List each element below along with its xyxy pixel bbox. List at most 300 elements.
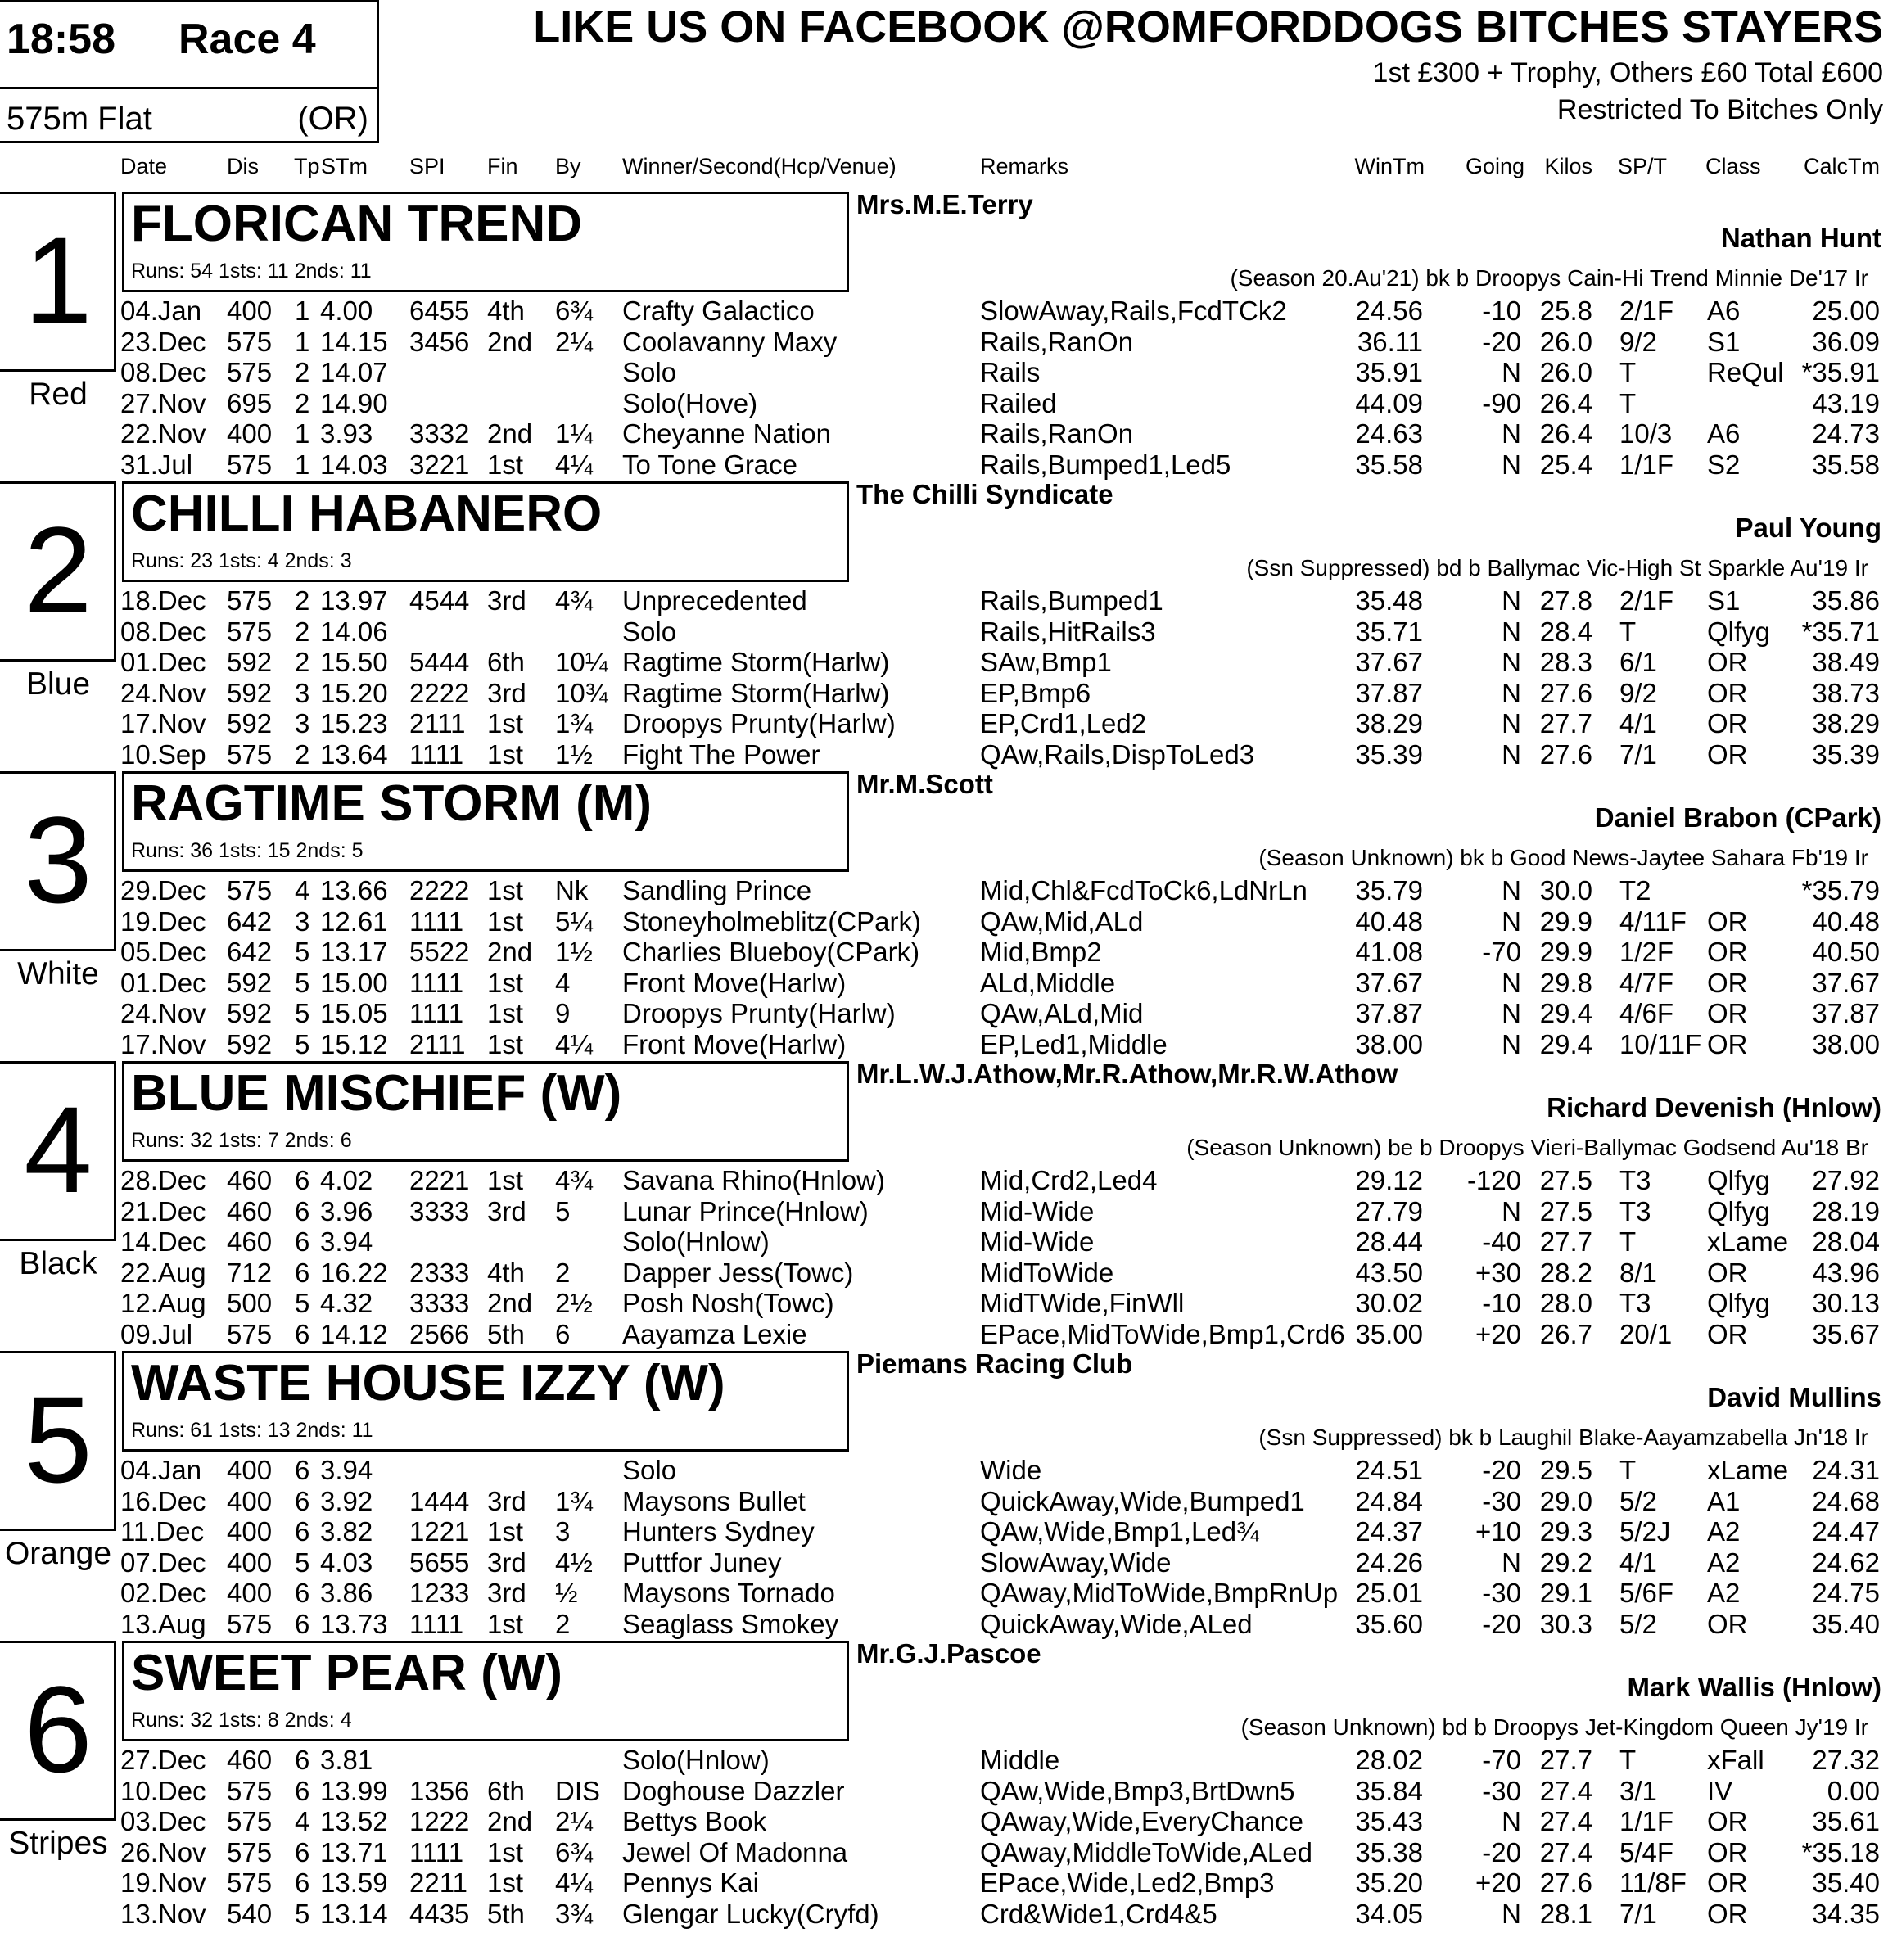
form-cell-kilos: 26.4 [1539, 418, 1592, 449]
form-cell-fin: 6th [487, 1775, 525, 1806]
form-cell-stm: 3.81 [320, 1745, 373, 1775]
form-cell-sp-t: 8/1 [1619, 1257, 1657, 1288]
form-cell-kilos: 27.7 [1539, 708, 1592, 738]
form-cell-wintm: 38.29 [1355, 708, 1423, 738]
form-cell-dis: 400 [227, 296, 273, 326]
dog-name: FLORICAN TREND [131, 196, 583, 252]
form-cell-calctm: 35.40 [1812, 1867, 1880, 1898]
form-cell-by: 2½ [555, 1288, 593, 1318]
dog-name: SWEET PEAR (W) [131, 1645, 562, 1701]
form-cell-spi: 2566 [409, 1318, 470, 1349]
form-cell-dis: 460 [227, 1745, 273, 1775]
form-cell-spi: 1111 [409, 905, 464, 937]
form-cell-dis: 592 [227, 1028, 273, 1059]
form-cell-stm: 15.12 [320, 1028, 388, 1059]
form-cell-spi: 1233 [409, 1578, 470, 1608]
trap-number: 6 [24, 1660, 93, 1798]
form-cell-kilos: 27.6 [1539, 738, 1592, 770]
form-cell-class: OR [1707, 1867, 1748, 1898]
form-cell-stm: 13.59 [320, 1867, 388, 1898]
form-cell-kilos: 26.0 [1539, 357, 1592, 387]
form-cell-class: A2 [1707, 1547, 1741, 1578]
breeding-info: (Ssn Suppressed) bk b Laughil Blake-Aayamzabella Jn'18 Ir [1258, 1425, 1868, 1450]
trap-number: 1 [24, 211, 93, 349]
form-cell-date: 27.Dec [120, 1745, 206, 1775]
trap-entry [0, 1061, 1888, 1351]
form-cell-winner-second-hcp-venue-: Charlies Blueboy(CPark) [622, 937, 920, 967]
form-cell-by: 4¼ [555, 449, 593, 480]
breeding-info: (Ssn Suppressed) bd b Ballymac Vic-High St Sparkle Au'19 Ir [1246, 555, 1868, 580]
trainer-name: David Mullins [1707, 1382, 1881, 1412]
form-cell-class: xLame [1707, 1226, 1789, 1257]
form-cell-by: 1¾ [555, 708, 593, 738]
form-cell-stm: 3.92 [320, 1485, 373, 1516]
form-cell-class: OR [1707, 1836, 1748, 1867]
form-cell-fin: 1st [487, 1516, 524, 1547]
form-cell-tp: 5 [295, 1898, 310, 1929]
form-cell-spi: 1222 [409, 1806, 470, 1836]
column-header-10: Going [1465, 154, 1524, 178]
form-cell-calctm: 24.68 [1812, 1485, 1880, 1516]
form-cell-stm: 4.32 [320, 1288, 373, 1318]
form-cell-spi: 2221 [409, 1165, 470, 1195]
form-cell-going: N [1502, 418, 1521, 449]
form-cell-sp-t: 5/6F [1619, 1578, 1674, 1608]
form-cell-by: 1¼ [555, 418, 593, 449]
form-cell-dis: 400 [227, 1516, 273, 1547]
form-cell-by: 3 [555, 1516, 571, 1547]
owner-name: Piemans Racing Club [856, 1348, 1133, 1379]
form-cell-winner-second-hcp-venue-: Solo [622, 616, 677, 647]
form-cell-fin: 2nd [487, 1806, 533, 1836]
form-cell-going: N [1502, 449, 1521, 480]
column-header-0: Date [120, 154, 168, 178]
trainer-name: Paul Young [1735, 513, 1881, 543]
form-cell-spi: 2111 [409, 1028, 466, 1059]
form-cell-kilos: 27.7 [1539, 1226, 1592, 1257]
form-cell-winner-second-hcp-venue-: Solo(Hnlow) [622, 1226, 770, 1257]
form-cell-calctm: 24.73 [1812, 418, 1880, 449]
form-cell-remarks: QAw,Wide,Bmp3,BrtDwn5 [980, 1775, 1295, 1806]
form-cell-fin: 1st [487, 875, 524, 905]
form-cell-dis: 575 [227, 875, 273, 905]
form-cell-remarks: Mid-Wide [980, 1195, 1095, 1226]
form-cell-stm: 15.05 [320, 998, 388, 1028]
form-cell-class: OR [1707, 937, 1748, 967]
race-distance: 575m Flat [7, 101, 152, 137]
form-cell-going: -70 [1482, 937, 1521, 967]
dog-name-box [122, 481, 849, 582]
form-cell-date: 18.Dec [120, 585, 206, 616]
form-cell-calctm: 28.19 [1812, 1195, 1880, 1226]
form-cell-remarks: EP,Crd1,Led2 [980, 708, 1147, 738]
trap-number: 4 [24, 1081, 93, 1218]
form-cell-remarks: QAw,Wide,Bmp1,Led¾ [980, 1516, 1259, 1547]
form-cell-tp: 6 [295, 1775, 310, 1806]
form-cell-going: +30 [1475, 1257, 1521, 1288]
form-cell-date: 27.Nov [120, 387, 206, 418]
form-row [0, 1578, 1888, 1609]
form-cell-remarks: QAw,Mid,ALd [980, 905, 1144, 937]
form-cell-spi: 1444 [409, 1485, 470, 1516]
form-cell-fin: 5th [487, 1898, 525, 1929]
form-cell-fin: 3rd [487, 1547, 526, 1578]
form-cell-fin: 1st [487, 449, 524, 480]
trap-entry [0, 1638, 1888, 1931]
form-cell-kilos: 27.4 [1539, 1836, 1592, 1867]
form-cell-remarks: Rails [980, 357, 1041, 387]
form-cell-remarks: Rails,Bumped1,Led5 [980, 449, 1231, 480]
form-cell-fin: 3rd [487, 585, 526, 616]
form-cell-dis: 575 [227, 585, 273, 616]
form-cell-dis: 400 [227, 1485, 273, 1516]
form-cell-dis: 575 [227, 326, 273, 357]
trap-number: 3 [24, 791, 93, 928]
form-cell-tp: 3 [295, 708, 310, 738]
form-cell-sp-t: T3 [1619, 1165, 1651, 1195]
form-cell-winner-second-hcp-venue-: Posh Nosh(Towc) [622, 1288, 834, 1318]
form-cell-class: Qlfyg [1707, 616, 1771, 647]
form-cell-calctm: 24.62 [1812, 1547, 1880, 1578]
form-cell-dis: 592 [227, 967, 273, 998]
form-cell-remarks: Rails,Bumped1 [980, 585, 1163, 616]
form-cell-date: 05.Dec [120, 937, 206, 967]
form-cell-date: 23.Dec [120, 326, 206, 357]
form-cell-date: 01.Dec [120, 647, 206, 677]
form-cell-by: 2¼ [555, 326, 593, 357]
form-row [0, 1609, 1888, 1640]
form-cell-going: -20 [1482, 1455, 1521, 1485]
form-cell-dis: 575 [227, 1318, 273, 1349]
form-cell-stm: 13.99 [320, 1775, 388, 1806]
trap-colour: Stripes [8, 1826, 108, 1861]
form-cell-going: N [1502, 585, 1521, 616]
form-cell-kilos: 29.1 [1539, 1578, 1592, 1608]
form-cell-tp: 5 [295, 1028, 310, 1059]
form-cell-kilos: 27.4 [1539, 1775, 1592, 1806]
trap-number: 2 [24, 501, 93, 639]
form-cell-stm: 14.03 [320, 449, 388, 480]
dog-runs-summary: Runs: 32 1sts: 7 2nds: 6 [131, 1129, 352, 1152]
form-cell-date: 13.Aug [120, 1608, 206, 1639]
form-cell-tp: 6 [295, 1226, 310, 1257]
form-cell-wintm: 28.44 [1355, 1226, 1423, 1257]
form-cell-wintm: 35.43 [1355, 1806, 1423, 1836]
form-cell-winner-second-hcp-venue-: Puttfor Juney [622, 1547, 782, 1578]
form-cell-going: N [1502, 1547, 1521, 1578]
form-cell-wintm: 35.71 [1355, 616, 1423, 647]
form-cell-calctm: 35.40 [1812, 1608, 1880, 1639]
form-cell-by: 4¼ [555, 1867, 593, 1898]
form-row [0, 968, 1888, 999]
owner-name: Mr.L.W.J.Athow,Mr.R.Athow,Mr.R.W.Athow [856, 1059, 1398, 1089]
form-cell-spi: 1221 [409, 1516, 470, 1547]
form-cell-fin: 2nd [487, 418, 533, 449]
form-row [0, 616, 1888, 648]
form-cell-date: 31.Jul [120, 449, 193, 480]
race-header-box [0, 0, 379, 143]
form-cell-stm: 14.12 [320, 1318, 388, 1349]
form-cell-winner-second-hcp-venue-: Glengar Lucky(Cryfd) [622, 1898, 879, 1929]
form-row [0, 998, 1888, 1029]
form-cell-wintm: 29.12 [1355, 1165, 1423, 1195]
column-header-9: WinTm [1354, 154, 1425, 178]
form-cell-going: N [1502, 738, 1521, 770]
form-cell-remarks: MidTWide,FinWll [980, 1288, 1185, 1318]
form-cell-calctm: 35.86 [1812, 585, 1880, 616]
form-cell-fin: 3rd [487, 1485, 526, 1516]
form-cell-class: IV [1707, 1775, 1733, 1806]
form-cell-calctm: 40.48 [1812, 905, 1880, 937]
form-cell-going: +20 [1475, 1867, 1521, 1898]
form-cell-sp-t: 10/11F [1619, 1028, 1702, 1059]
form-cell-fin: 2nd [487, 1288, 533, 1318]
form-cell-tp: 2 [295, 738, 310, 770]
form-cell-sp-t: T [1619, 616, 1637, 647]
column-header-6: By [555, 154, 581, 178]
form-cell-tp: 6 [295, 1608, 310, 1639]
form-cell-kilos: 29.2 [1539, 1547, 1592, 1578]
form-row [0, 1455, 1888, 1486]
form-cell-stm: 13.73 [320, 1608, 388, 1639]
form-cell-stm: 14.90 [320, 387, 388, 418]
form-cell-dis: 642 [227, 937, 273, 967]
form-cell-date: 02.Dec [120, 1578, 206, 1608]
dog-runs-summary: Runs: 61 1sts: 13 2nds: 11 [131, 1419, 373, 1442]
form-cell-class: S1 [1707, 326, 1741, 357]
trap-colour: Blue [25, 666, 91, 702]
column-header-5: Fin [487, 154, 518, 178]
form-cell-fin: 1st [487, 1165, 524, 1195]
form-cell-class: OR [1707, 677, 1748, 708]
form-cell-calctm: 24.47 [1812, 1516, 1880, 1547]
form-cell-stm: 3.82 [320, 1516, 373, 1547]
form-row [0, 1776, 1888, 1807]
form-cell-date: 11.Dec [120, 1516, 205, 1547]
form-cell-going: N [1502, 875, 1521, 905]
form-row [0, 1899, 1888, 1930]
dog-runs-summary: Runs: 32 1sts: 8 2nds: 4 [131, 1709, 352, 1732]
form-cell-stm: 3.86 [320, 1578, 373, 1608]
form-cell-date: 03.Dec [120, 1806, 206, 1836]
form-cell-class: Qlfyg [1707, 1288, 1771, 1318]
form-cell-date: 08.Dec [120, 616, 206, 647]
form-cell-tp: 1 [295, 449, 310, 480]
form-cell-date: 13.Nov [120, 1898, 206, 1929]
form-cell-calctm: 43.19 [1812, 387, 1880, 418]
form-row [0, 1288, 1888, 1319]
prize-money: 1st £300 + Trophy, Others £60 Total £600 [1372, 57, 1883, 88]
form-cell-going: -20 [1482, 326, 1521, 357]
form-cell-winner-second-hcp-venue-: Droopys Prunty(Harlw) [622, 708, 896, 738]
form-cell-fin: 1st [487, 1028, 524, 1059]
form-cell-date: 10.Sep [120, 738, 206, 770]
form-row [0, 678, 1888, 709]
trap-colour: Red [29, 377, 88, 412]
form-cell-calctm: *35.18 [1801, 1836, 1880, 1867]
form-cell-stm: 4.02 [320, 1165, 373, 1195]
form-cell-stm: 13.64 [320, 738, 388, 770]
form-cell-date: 16.Dec [120, 1485, 206, 1516]
form-cell-sp-t: 9/2 [1619, 326, 1657, 357]
form-cell-dis: 695 [227, 387, 273, 418]
form-cell-sp-t: 2/1F [1619, 296, 1674, 326]
form-row [0, 1258, 1888, 1289]
form-cell-by: Nk [555, 875, 589, 905]
form-cell-by: 2¼ [555, 1806, 593, 1836]
form-cell-by: 1½ [555, 738, 593, 770]
form-cell-going: -30 [1482, 1578, 1521, 1608]
dog-name-box [122, 1641, 849, 1741]
form-cell-remarks: Rails,RanOn [980, 418, 1134, 449]
form-cell-sp-t: 1/1F [1619, 449, 1674, 480]
form-cell-class: OR [1707, 1608, 1748, 1639]
form-cell-fin: 1st [487, 1836, 524, 1867]
form-cell-remarks: QAw,Rails,DispToLed3 [980, 738, 1255, 770]
form-cell-going: -20 [1482, 1836, 1521, 1867]
dog-name: CHILLI HABANERO [131, 485, 603, 542]
dog-runs-summary: Runs: 23 1sts: 4 2nds: 3 [131, 549, 352, 572]
form-cell-tp: 6 [295, 1195, 310, 1226]
form-cell-dis: 575 [227, 616, 273, 647]
form-cell-date: 09.Jul [120, 1318, 193, 1349]
form-cell-spi: 1111 [409, 998, 464, 1028]
form-cell-by: 3¾ [555, 1898, 593, 1929]
form-row [0, 418, 1888, 449]
form-cell-fin: 4th [487, 1257, 525, 1288]
form-cell-by: 4¾ [555, 585, 593, 616]
form-row [0, 1547, 1888, 1578]
form-cell-fin: 1st [487, 998, 524, 1028]
form-cell-tp: 5 [295, 967, 310, 998]
form-cell-going: +10 [1475, 1516, 1521, 1547]
form-cell-calctm: 36.09 [1812, 326, 1880, 357]
form-cell-tp: 1 [295, 418, 310, 449]
form-cell-wintm: 40.48 [1355, 905, 1423, 937]
form-cell-spi: 3221 [409, 449, 470, 480]
form-cell-dis: 575 [227, 1836, 273, 1867]
form-cell-sp-t: 5/4F [1619, 1836, 1674, 1867]
form-cell-dis: 592 [227, 998, 273, 1028]
form-cell-dis: 575 [227, 1775, 273, 1806]
form-cell-going: -30 [1482, 1485, 1521, 1516]
form-cell-by: 9 [555, 998, 571, 1028]
form-cell-wintm: 27.79 [1355, 1195, 1423, 1226]
form-cell-remarks: Middle [980, 1745, 1060, 1775]
form-cell-stm: 3.96 [320, 1195, 373, 1226]
form-cell-wintm: 24.51 [1355, 1455, 1423, 1485]
form-cell-calctm: 38.73 [1812, 677, 1880, 708]
breeding-info: (Season 20.Au'21) bk b Droopys Cain-Hi Trend Minnie De'17 Ir [1230, 265, 1868, 291]
form-cell-fin: 3rd [487, 1195, 526, 1226]
form-row [0, 739, 1888, 770]
form-cell-wintm: 37.87 [1355, 677, 1423, 708]
dog-runs-summary: Runs: 54 1sts: 11 2nds: 11 [131, 260, 372, 282]
form-cell-date: 17.Nov [120, 708, 206, 738]
form-cell-tp: 6 [295, 1867, 310, 1898]
form-cell-wintm: 44.09 [1355, 387, 1423, 418]
form-cell-spi: 1111 [409, 967, 464, 998]
trap-number: 5 [24, 1371, 93, 1508]
form-cell-date: 17.Nov [120, 1028, 206, 1059]
owner-name: Mr.M.Scott [856, 769, 993, 799]
form-cell-spi: 1111 [409, 1836, 464, 1867]
form-cell-remarks: QuickAway,Wide,Bumped1 [980, 1485, 1305, 1516]
form-cell-dis: 592 [227, 647, 273, 677]
form-cell-calctm: 25.00 [1812, 296, 1880, 326]
form-cell-remarks: EPace,MidToWide,Bmp1,Crd6 [980, 1318, 1345, 1349]
form-cell-fin: 1st [487, 1867, 524, 1898]
form-cell-class: OR [1707, 967, 1748, 998]
trap-entry [0, 481, 1888, 771]
form-cell-date: 21.Dec [120, 1195, 206, 1226]
form-cell-winner-second-hcp-venue-: Solo(Hnlow) [622, 1745, 770, 1775]
column-header-8: Remarks [980, 154, 1069, 178]
form-cell-class: OR [1707, 1806, 1748, 1836]
form-cell-sp-t: 9/2 [1619, 677, 1657, 708]
form-row [0, 1837, 1888, 1868]
form-cell-tp: 4 [295, 875, 310, 905]
form-cell-tp: 3 [295, 905, 310, 937]
form-cell-remarks: Mid,Crd2,Led4 [980, 1165, 1158, 1195]
race-number: Race 4 [178, 16, 316, 63]
form-cell-dis: 460 [227, 1165, 273, 1195]
owner-name: The Chilli Syndicate [856, 479, 1113, 509]
form-cell-by: 2 [555, 1257, 571, 1288]
dog-name: WASTE HOUSE IZZY (W) [131, 1355, 725, 1411]
form-cell-calctm: *35.79 [1801, 875, 1880, 905]
form-cell-calctm: 28.04 [1812, 1226, 1880, 1257]
form-cell-tp: 2 [295, 357, 310, 387]
race-restriction: Restricted To Bitches Only [1556, 94, 1883, 125]
column-header-7: Winner/Second(Hcp/Venue) [622, 154, 897, 178]
form-cell-fin: 6th [487, 647, 525, 677]
form-cell-winner-second-hcp-venue-: Pennys Kai [622, 1867, 759, 1898]
form-cell-tp: 1 [295, 326, 310, 357]
form-cell-remarks: SAw,Bmp1 [980, 647, 1112, 677]
form-cell-wintm: 37.67 [1355, 967, 1423, 998]
form-cell-tp: 6 [295, 1257, 310, 1288]
form-cell-kilos: 27.5 [1539, 1165, 1592, 1195]
form-cell-going: -120 [1466, 1165, 1521, 1195]
form-cell-winner-second-hcp-venue-: Lunar Prince(Hnlow) [622, 1195, 869, 1226]
form-cell-sp-t: T [1619, 357, 1637, 387]
form-cell-date: 12.Aug [120, 1288, 206, 1318]
breeding-info: (Season Unknown) bd b Droopys Jet-Kingdom Queen Jy'19 Ir [1240, 1714, 1868, 1740]
form-cell-sp-t: 2/1F [1619, 585, 1674, 616]
form-cell-dis: 575 [227, 1867, 273, 1898]
form-cell-stm: 3.93 [320, 418, 373, 449]
trap-entry [0, 771, 1888, 1061]
form-cell-going: -20 [1482, 1608, 1521, 1639]
form-cell-by: 1¾ [555, 1485, 593, 1516]
form-cell-class: Qlfyg [1707, 1195, 1771, 1226]
form-cell-date: 29.Dec [120, 875, 206, 905]
form-cell-dis: 575 [227, 1608, 273, 1639]
form-row [0, 357, 1888, 388]
form-cell-stm: 3.94 [320, 1455, 373, 1485]
form-cell-tp: 6 [295, 1165, 310, 1195]
form-cell-spi: 3456 [409, 326, 470, 357]
form-cell-dis: 460 [227, 1226, 273, 1257]
column-header-14: CalcTm [1804, 154, 1880, 178]
form-cell-dis: 575 [227, 1806, 273, 1836]
form-cell-dis: 500 [227, 1288, 273, 1318]
form-cell-fin: 3rd [487, 1578, 526, 1608]
form-cell-remarks: MidToWide [980, 1257, 1114, 1288]
form-cell-spi: 2222 [409, 677, 470, 708]
form-cell-spi: 3332 [409, 418, 470, 449]
